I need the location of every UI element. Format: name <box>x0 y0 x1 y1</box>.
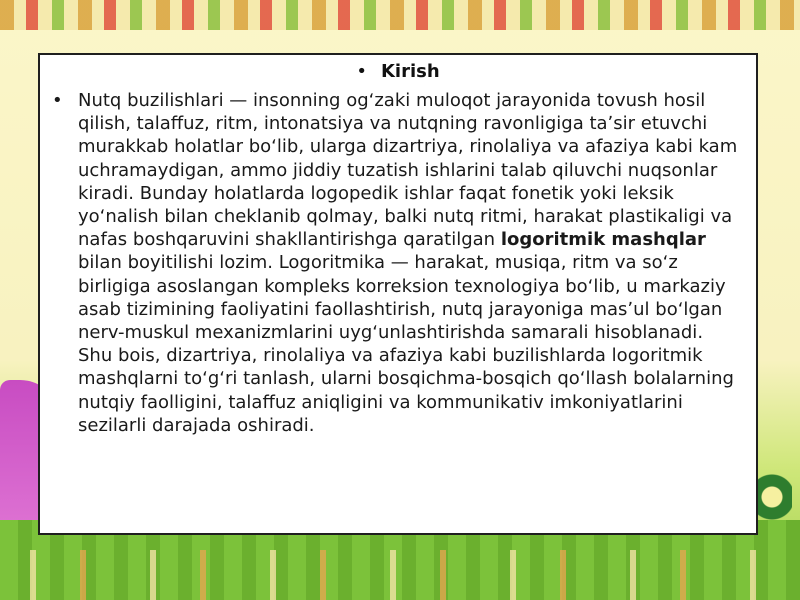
slide-content-card <box>38 53 758 535</box>
paragraph-text-part2: bilan boyitilishi lozim. Logoritmika — harakat, musiqa, ritm va soʻz birligiga asoslangan kompleks korreksion texnologiya boʻlib, u markaziy asab tizimining faoliyatini faollashtirish, nutq jarayoniga masʼul boʻlgan nerv-muskul mexanizmlarini uygʻunlashtirishda samarali hisoblanadi. Shu bois, dizartriya, rinolaliya va afaziya kabi buzilishlarda logoritmik mashqlarni toʻgʻri tanlash, ularni bosqichma-bosqich qoʻllash bolalarning nutqiy faolligini, talaffuz aniqligini va kommunikativ imkoniyatlarini sezilarli darajada oshiradi. <box>78 252 734 436</box>
bullet-icon: • <box>356 61 367 82</box>
body-paragraph-row <box>52 89 742 437</box>
paragraph-text-part1: Nutq buzilishlari — insonning ogʻzaki muloqot jarayonida tovush hosil qilish, talaffuz, ritm, intonatsiya va nutqning ravonligiga taʼsir etuvchi murakkab holatlar boʻlib, ularga dizartriya, rinolaliya va afaziya kabi kam uchramaydigan, ammo jiddiy tuzatish ishlarini talab qiluvchi nuqsonlar kiradi. Bunday holatlarda logopedik ishlar faqat fonetik yoki leksik yoʻnalish bilan cheklanib qolmay, balki nutq ritmi, harakat plastikaligi va nafas boshqaruvini shakllantirishga qaratilgan <box>78 90 738 251</box>
paragraph-bold-phrase: logoritmik mashqlar <box>500 229 706 251</box>
slide-title: Kirish <box>380 61 440 82</box>
body-paragraph <box>78 89 742 437</box>
flower-icon <box>752 470 792 530</box>
slide-title-row <box>40 61 756 83</box>
bullet-icon: • <box>52 90 63 111</box>
top-decoration-border <box>0 0 800 30</box>
flowers-illustration <box>0 550 800 600</box>
